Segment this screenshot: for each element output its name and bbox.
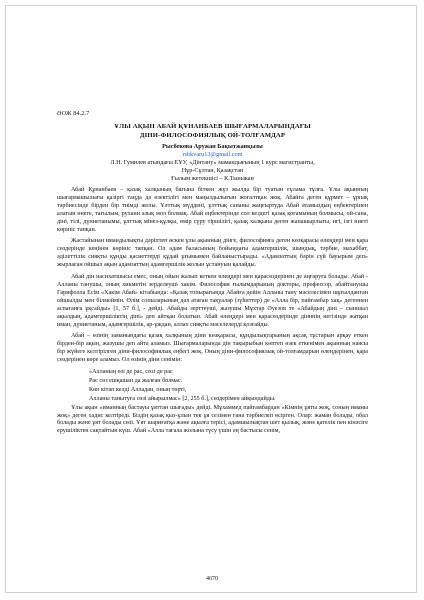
paragraph: Ұлы ақын «иманның бастауы ұяттан шығады» дейді. Мұхаммед пайғамбардан «Кімнің ұяты жоқ, соның иманы жоқ» деген хадис келтіреді. Біздің қазақ қыз-ұлын тек ұя сезімен ғана тәрбиелеп өсірген. Олар: жаман болады, обал болады және ұят болады сөзі. Ұят шариғатқа және ақылға терісі, адамшылықтан шет қылық, және қателік пен кінәсіге ерушіліктен сақтайтын күш. Абай «Алла тағала жолына түсу үшін ең бастысы сенім, — [57, 404, 368, 435]
paragraph: Жастайынан имандылықты дәріптеп өскен ұлы ақынның дінге, философияға деген көзқарасы өлеңдері мен қара сөздерінде кеңінен көрініс тапқан. Ол адам баласының бойындағы адамгершілік, шындық, тәрбие, махаббат, әділеттілік сияқты құнды қасиеттерді құдай ұғымымен байланыстырады. «Адамзаттың бәрін сүй бауырым деп» жырлаған ойшыл ақын адамзаттың адамгершілік жолын ұстануын қалайды. — [57, 238, 368, 269]
author-block — [57, 143, 368, 183]
paper-body — [57, 187, 368, 440]
quote-line: Рас сөз ешқашан да жалған болмас. — [89, 377, 183, 384]
quote-line: Алланы танытуға сөзі айырылмас» [2, 255 б.], сөздерімен айқындайды. — [89, 395, 276, 402]
paragraph: Абай дін насихатшысы емес, оның ойын жазып кеткен өлеңдері мен қарасөздерінен де аңғаруға болады. Абай - Алланы танушы, оның хикметін зерделеуші хакім. Философия ғылымдарының докторы, профессор, абайтанушы Гарифолла Есім «Хакім Абай» кітабында: «Қазақ топырағында Абайға дейін Алланы тану мәселесімен шұғылданған ойшылды мен білмеймін. Өлім сопыларының дәл атаған тақуалар (зүһиттер) де «Алла бір, пайғамбар хақ» дегеннен аспағанға ұқсайды» [1, 57 б.], - дейді. Абайды зерттеуші, жазушы Мұхтар Әуезов те «Абайдың діні – сыншыл ақылдың, адамгершіліктің діні» деп айтқан болатын. Абай өлеңдері мен қарасөздерінде дінннің негізінде жатқан иман, дүниетаным, адамгершілік, ар-ұждан, аллах сияқты мәселелерді қозғайды. — [57, 273, 368, 328]
supervisor: Ғылым жетекшісі – К.Тыныкан — [171, 175, 254, 183]
paragraph: Абай Құнанбаев – қазақ халқының бағына біткен жүз жылда бір туатын ғұлама тұлға. Ұлы ақынның шығармашылығы қазіргі таңда да өзектілігі мен маңыздылығын жоғалтқан жоқ. Абайға деген құрмет – ұрпақ тәрбиесінде бірден бір тиімді жолы. Ұлттық мүддені, ұлттық сананы жаңғыртуда Абай атамыздың еңбектерінен алатын өнеге, тағылым, рухани азық мол болмақ. Абай еңбектерінде сол кездегі қазақ қоғамының болмысы, ой-сана, діні, тілі, дүниетанымы, ұлттық мінез-құлқы, өмір сүру тіршілігі, қазақ халқына деген жанашырлығы, игі, ізгі ниеті көрініс тапқан. — [57, 187, 368, 233]
quote-line: Көп кітап келді Алладан, оның төрті, — [89, 386, 187, 393]
title-line-1: ҰЛЫ АҚЫН АБАЙ ҚҰНАНБАЕВ ШЫҒАРМАЛАРЫНДАҒЫ — [114, 123, 311, 130]
author-email-link[interactable]: rsbkvaru13@gmail.com — [182, 151, 243, 159]
page-number: 4670 — [206, 576, 218, 582]
paragraph: Абай – өзінің заманындағы қазақ халқының діни көзқарасы, құндылықтарының ақсақ тұстарын арқау еткен бірден-бір ақын, жазушы деп айта аламыз. Шығармаларында дін тақырыбын көптеп өзек еткенімен ақынның наясы бір жүйеге келтірілген діни-философиялық еңбегі жоқ. Оның діни-философиялық ой-толғамдарын өлеңдерінен, қара сөздерінен көре аламыз. Ол өзінің діни сенімін: — [57, 333, 368, 364]
udc-code: ӘОЖ 84.2.7 — [57, 110, 90, 117]
author-name: Рысбекова Аружан Бақытжанқызы — [162, 143, 263, 150]
author-city: Нұр-Сұлтан, Қазақстан — [181, 167, 244, 175]
paper-title — [57, 123, 368, 140]
quote-line: «Алланың өзі де рас, сөзі де рас — [89, 368, 173, 375]
title-line-2: ДІНИ-ФИЛОСОФИЯЛЫҚ ОЙ-ТОЛҒАМДАР — [139, 131, 286, 139]
author-affiliation: Л.Н. Гумилев атындағы ЕҰУ, «Дінтану» мамандығының 1 курс магистранты, — [110, 159, 315, 167]
